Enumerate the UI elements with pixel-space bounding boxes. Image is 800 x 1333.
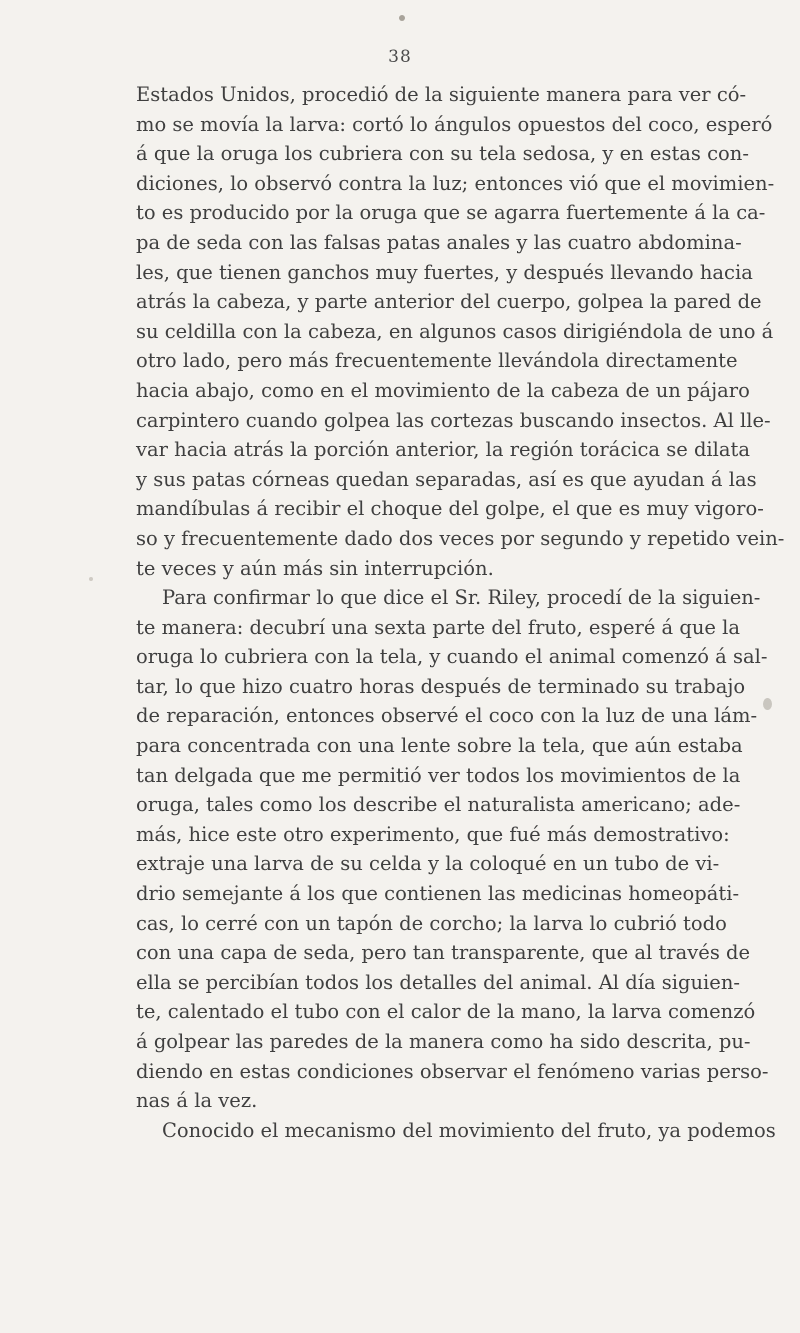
- text-line: te veces y aún más sin interrupción.: [136, 556, 494, 580]
- text-line: su celdilla con la cabeza, en algunos casos dirigiéndola de uno á: [136, 319, 774, 343]
- body-text: [136, 80, 785, 1145]
- ink-spot: [89, 577, 93, 581]
- text-line: pa de seda con las falsas patas anales y las cuatro abdomina-: [136, 230, 742, 254]
- text-line: extraje una larva de su celda y la coloqué en un tubo de vi-: [136, 852, 720, 876]
- text-line: te manera: decubrí una sexta parte del fruto, esperé á que la: [136, 615, 741, 639]
- text-line: so y frecuentemente dado dos veces por segundo y repetido vein-: [136, 526, 785, 550]
- text-line: Estados Unidos, procedió de la siguiente manera para ver có-: [136, 83, 747, 106]
- text-line: mandíbulas á recibir el choque del golpe, el que es muy vigoro-: [136, 497, 764, 521]
- text-line: atrás la cabeza, y parte anterior del cuerpo, golpea la pared de: [136, 290, 762, 314]
- text-line: otro lado, pero más frecuentemente llevándola directamente: [136, 349, 738, 373]
- text-line: carpintero cuando golpea las cortezas buscando insectos. Al lle-: [136, 408, 771, 432]
- text-line: oruga lo cubriera con la tela, y cuando el animal comenzó á sal-: [136, 645, 768, 669]
- text-line: tar, lo que hizo cuatro horas después de terminado su trabajo: [136, 674, 746, 698]
- ink-spot: [399, 15, 405, 21]
- text-line: Conocido el mecanismo del movimiento del fruto, ya podemos: [162, 1118, 776, 1142]
- text-line: mo se movía la larva: cortó lo ángulos opuestos del coco, esperó: [136, 112, 773, 136]
- text-line: á golpear las paredes de la manera como ha sido descrita, pu-: [136, 1030, 751, 1053]
- text-line: diciones, lo observó contra la luz; entonces vió que el movimien-: [136, 171, 775, 195]
- text-line: tan delgada que me permitió ver todos los movimientos de la: [136, 763, 741, 787]
- text-line: ella se percibían todos los detalles del animal. Al día siguien-: [136, 970, 740, 994]
- text-line: te, calentado el tubo con el calor de la mano, la larva comenzó: [136, 1000, 756, 1024]
- text-line: para concentrada con una lente sobre la tela, que aún estaba: [136, 734, 743, 758]
- text-line: diendo en estas condiciones observar el fenómeno varias perso-: [136, 1059, 769, 1083]
- text-line: nas á la vez.: [136, 1089, 258, 1113]
- text-line: más, hice este otro experimento, que fué más demostrativo:: [136, 822, 730, 846]
- ink-spot: [763, 698, 772, 710]
- text-line: hacia abajo, como en el movimiento de la cabeza de un pájaro: [136, 378, 750, 402]
- text-line: var hacia atrás la porción anterior, la región torácica se dilata: [136, 438, 750, 462]
- text-line: y sus patas córneas quedan separadas, así es que ayudan á las: [136, 467, 757, 491]
- page-number: 38: [388, 47, 412, 67]
- text-line: de reparación, entonces observé el coco con la luz de una lám-: [136, 704, 758, 728]
- text-line: con una capa de seda, pero tan transparente, que al través de: [136, 941, 751, 965]
- text-line: Para confirmar lo que dice el Sr. Riley, procedí de la siguien-: [162, 586, 761, 610]
- text-line: cas, lo cerré con un tapón de corcho; la larva lo cubrió todo: [136, 911, 727, 935]
- text-line: to es producido por la oruga que se agarra fuertemente á la ca-: [136, 201, 766, 225]
- text-line: drio semejante á los que contienen las medicinas homeopáti-: [136, 882, 740, 906]
- text-line: oruga, tales como los describe el naturalista americano; ade-: [136, 793, 741, 817]
- text-line: á que la oruga los cubriera con su tela sedosa, y en estas con-: [136, 142, 749, 166]
- text-line: les, que tienen ganchos muy fuertes, y después llevando hacia: [136, 260, 753, 284]
